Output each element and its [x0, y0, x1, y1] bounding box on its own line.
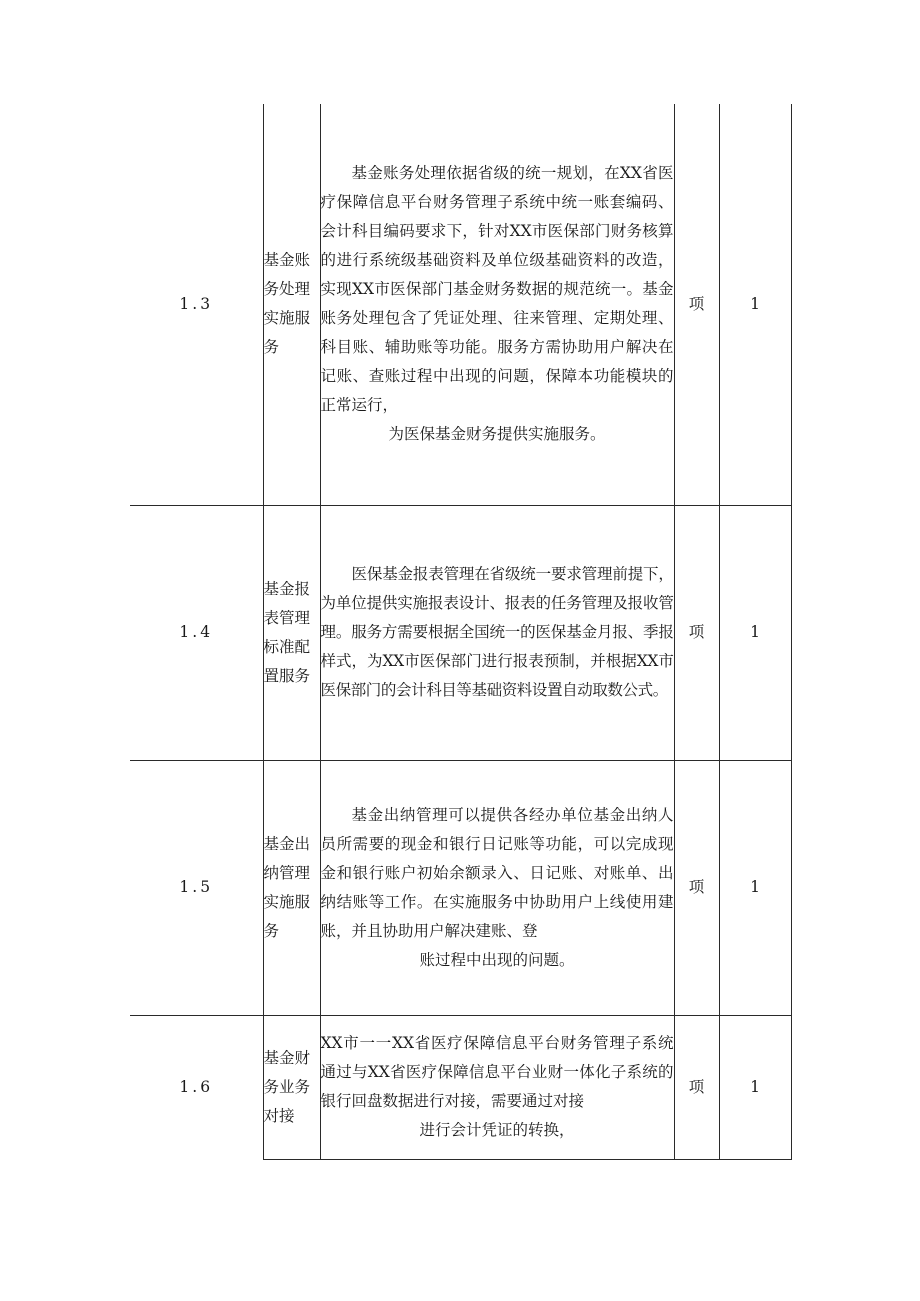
item-quantity: 1	[719, 505, 791, 760]
table-row	[130, 505, 791, 760]
item-quantity: 1	[719, 104, 791, 505]
service-spec-table	[130, 104, 792, 1160]
item-name: 基金账务处理实施服务	[263, 104, 320, 505]
item-description: 基金出纳管理可以提供各经办单位基金出纳人员所需要的现金和银行日记账等功能，可以完成现金和银行账户初始余额录入、日记账、对账单、出纳结账等工作。在实施服务中协助用户上线使用建账，并且协助用户解决建账、登 账过程中出现的问题。	[320, 760, 674, 1015]
item-unit: 项	[674, 1015, 719, 1159]
item-number: 1.4	[130, 505, 263, 760]
item-description: XX市一一XX省医疗保障信息平台财务管理子系统通过与XX省医疗保障信息平台业财一体化子系统的银行回盘数据进行对接，需要通过对接 进行会计凭证的转换，	[320, 1015, 674, 1159]
item-number: 1.5	[130, 760, 263, 1015]
item-unit: 项	[674, 505, 719, 760]
item-description: 基金账务处理依据省级的统一规划，在XX省医疗保障信息平台财务管理子系统中统一账套编码、会计科目编码要求下，针对XX市医保部门财务核算的进行系统级基础资料及单位级基础资料的改造，实现XX市医保部门基金财务数据的规范统一。基金账务处理包含了凭证处理、往来管理、定期处理、科目账、辅助账等功能。服务方需协助用户解决在记账、查账过程中出现的问题，保障本功能模块的正常运行， 为医保基金财务提供实施服务。	[320, 104, 674, 505]
item-unit: 项	[674, 104, 719, 505]
item-number: 1.3	[130, 104, 263, 505]
item-name: 基金财务业务对接	[263, 1015, 320, 1159]
item-description: 医保基金报表管理在省级统一要求管理前提下，为单位提供实施报表设计、报表的任务管理及报收管理。服务方需要根据全国统一的医保基金月报、季报样式，为XX市医保部门进行报表预制，并根据XX市医保部门的会计科目等基础资料设置自动取数公式。	[320, 505, 674, 760]
item-quantity: 1	[719, 1015, 791, 1159]
item-unit: 项	[674, 760, 719, 1015]
spec-table-wrapper	[130, 104, 791, 1160]
item-number: 1.6	[130, 1015, 263, 1159]
item-name: 基金出纳管理实施服务	[263, 760, 320, 1015]
table-row	[130, 104, 791, 505]
table-row	[130, 1015, 791, 1159]
item-name: 基金报表管理标准配置服务	[263, 505, 320, 760]
item-quantity: 1	[719, 760, 791, 1015]
table-row	[130, 760, 791, 1015]
